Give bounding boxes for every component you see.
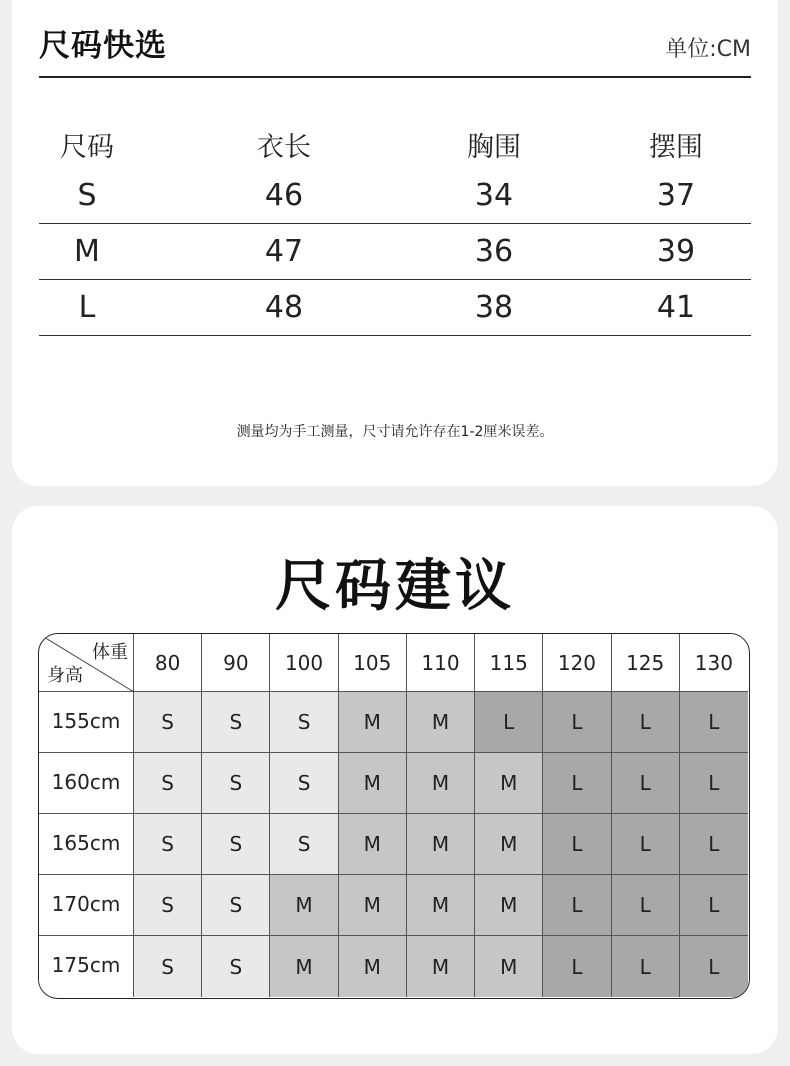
weight-header-125: 125: [612, 634, 680, 692]
size-row-m: [39, 224, 751, 280]
size-cell: M: [339, 692, 407, 753]
title-divider: [39, 76, 751, 78]
size-quick-select-title: 尺码快选: [39, 28, 167, 64]
size-recommendation-card: [12, 506, 778, 1054]
size-table-header: [39, 120, 751, 168]
size-cell: S: [270, 753, 338, 814]
size-label: L: [78, 290, 96, 325]
height-header-160cm: 160cm: [39, 753, 134, 814]
size-cell: S: [134, 936, 202, 997]
size-cell: M: [339, 875, 407, 936]
corner-weight-label: 体重: [92, 642, 128, 663]
height-header-155cm: 155cm: [39, 692, 134, 753]
size-cell: S: [134, 692, 202, 753]
chest-value: 36: [474, 234, 514, 269]
size-cell: M: [475, 936, 543, 997]
header-hem: 摆围: [649, 131, 703, 163]
size-cell: L: [543, 875, 611, 936]
size-cell: M: [407, 936, 475, 997]
size-row-l: [39, 280, 751, 336]
size-cell: L: [543, 692, 611, 753]
length-value: 46: [264, 178, 304, 213]
weight-header-110: 110: [407, 634, 475, 692]
hem-value: 37: [656, 178, 696, 213]
size-cell: S: [202, 875, 270, 936]
size-recommendation-grid: [38, 633, 750, 999]
weight-header-80: 80: [134, 634, 202, 692]
header-chest: 胸围: [467, 131, 521, 163]
size-cell: L: [543, 814, 611, 875]
length-value: 48: [264, 290, 304, 325]
size-cell: M: [475, 814, 543, 875]
size-cell: M: [270, 936, 338, 997]
size-cell: L: [612, 753, 680, 814]
weight-header-105: 105: [339, 634, 407, 692]
size-cell: M: [407, 753, 475, 814]
height-header-165cm: 165cm: [39, 814, 134, 875]
weight-header-120: 120: [543, 634, 611, 692]
size-cell: S: [202, 814, 270, 875]
size-label: M: [74, 234, 100, 269]
weight-header-115: 115: [475, 634, 543, 692]
chest-value: 38: [474, 290, 514, 325]
size-table: [39, 120, 751, 336]
height-header-170cm: 170cm: [39, 875, 134, 936]
measurement-note: 测量均为手工测量，尺寸请允许存在1-2厘米误差。: [236, 424, 554, 440]
size-cell: S: [202, 692, 270, 753]
grid-corner-cell: [39, 634, 134, 692]
size-cell: M: [407, 875, 475, 936]
size-label: S: [77, 178, 97, 213]
size-cell: M: [339, 753, 407, 814]
size-cell: M: [475, 875, 543, 936]
weight-header-90: 90: [202, 634, 270, 692]
size-quick-select-card: [12, 0, 778, 486]
size-cell: L: [680, 875, 748, 936]
size-cell: M: [407, 814, 475, 875]
size-recommendation-title: 尺码建议: [275, 554, 515, 619]
hem-value: 39: [656, 234, 696, 269]
length-value: 47: [264, 234, 304, 269]
corner-height-label: 身高: [47, 665, 83, 686]
size-cell: M: [339, 814, 407, 875]
size-cell: L: [680, 814, 748, 875]
header-length: 衣长: [257, 131, 311, 163]
size-cell: L: [543, 753, 611, 814]
size-cell: L: [475, 692, 543, 753]
size-cell: L: [680, 692, 748, 753]
size-cell: L: [543, 936, 611, 997]
size-cell: L: [680, 936, 748, 997]
chest-value: 34: [474, 178, 514, 213]
size-cell: S: [270, 692, 338, 753]
size-cell: S: [134, 753, 202, 814]
hem-value: 41: [656, 290, 696, 325]
size-cell: L: [680, 753, 748, 814]
size-cell: S: [134, 814, 202, 875]
size-cell: M: [270, 875, 338, 936]
size-cell: L: [612, 814, 680, 875]
size-cell: L: [612, 936, 680, 997]
size-row-s: [39, 168, 751, 224]
size-cell: M: [407, 692, 475, 753]
weight-header-130: 130: [680, 634, 748, 692]
height-header-175cm: 175cm: [39, 936, 134, 997]
size-cell: L: [612, 692, 680, 753]
size-cell: L: [612, 875, 680, 936]
unit-label: 单位:CM: [665, 37, 751, 62]
size-cell: S: [202, 936, 270, 997]
size-cell: S: [202, 753, 270, 814]
weight-header-100: 100: [270, 634, 338, 692]
size-cell: M: [339, 936, 407, 997]
header-size: 尺码: [60, 131, 114, 163]
size-cell: S: [134, 875, 202, 936]
size-cell: S: [270, 814, 338, 875]
size-cell: M: [475, 753, 543, 814]
